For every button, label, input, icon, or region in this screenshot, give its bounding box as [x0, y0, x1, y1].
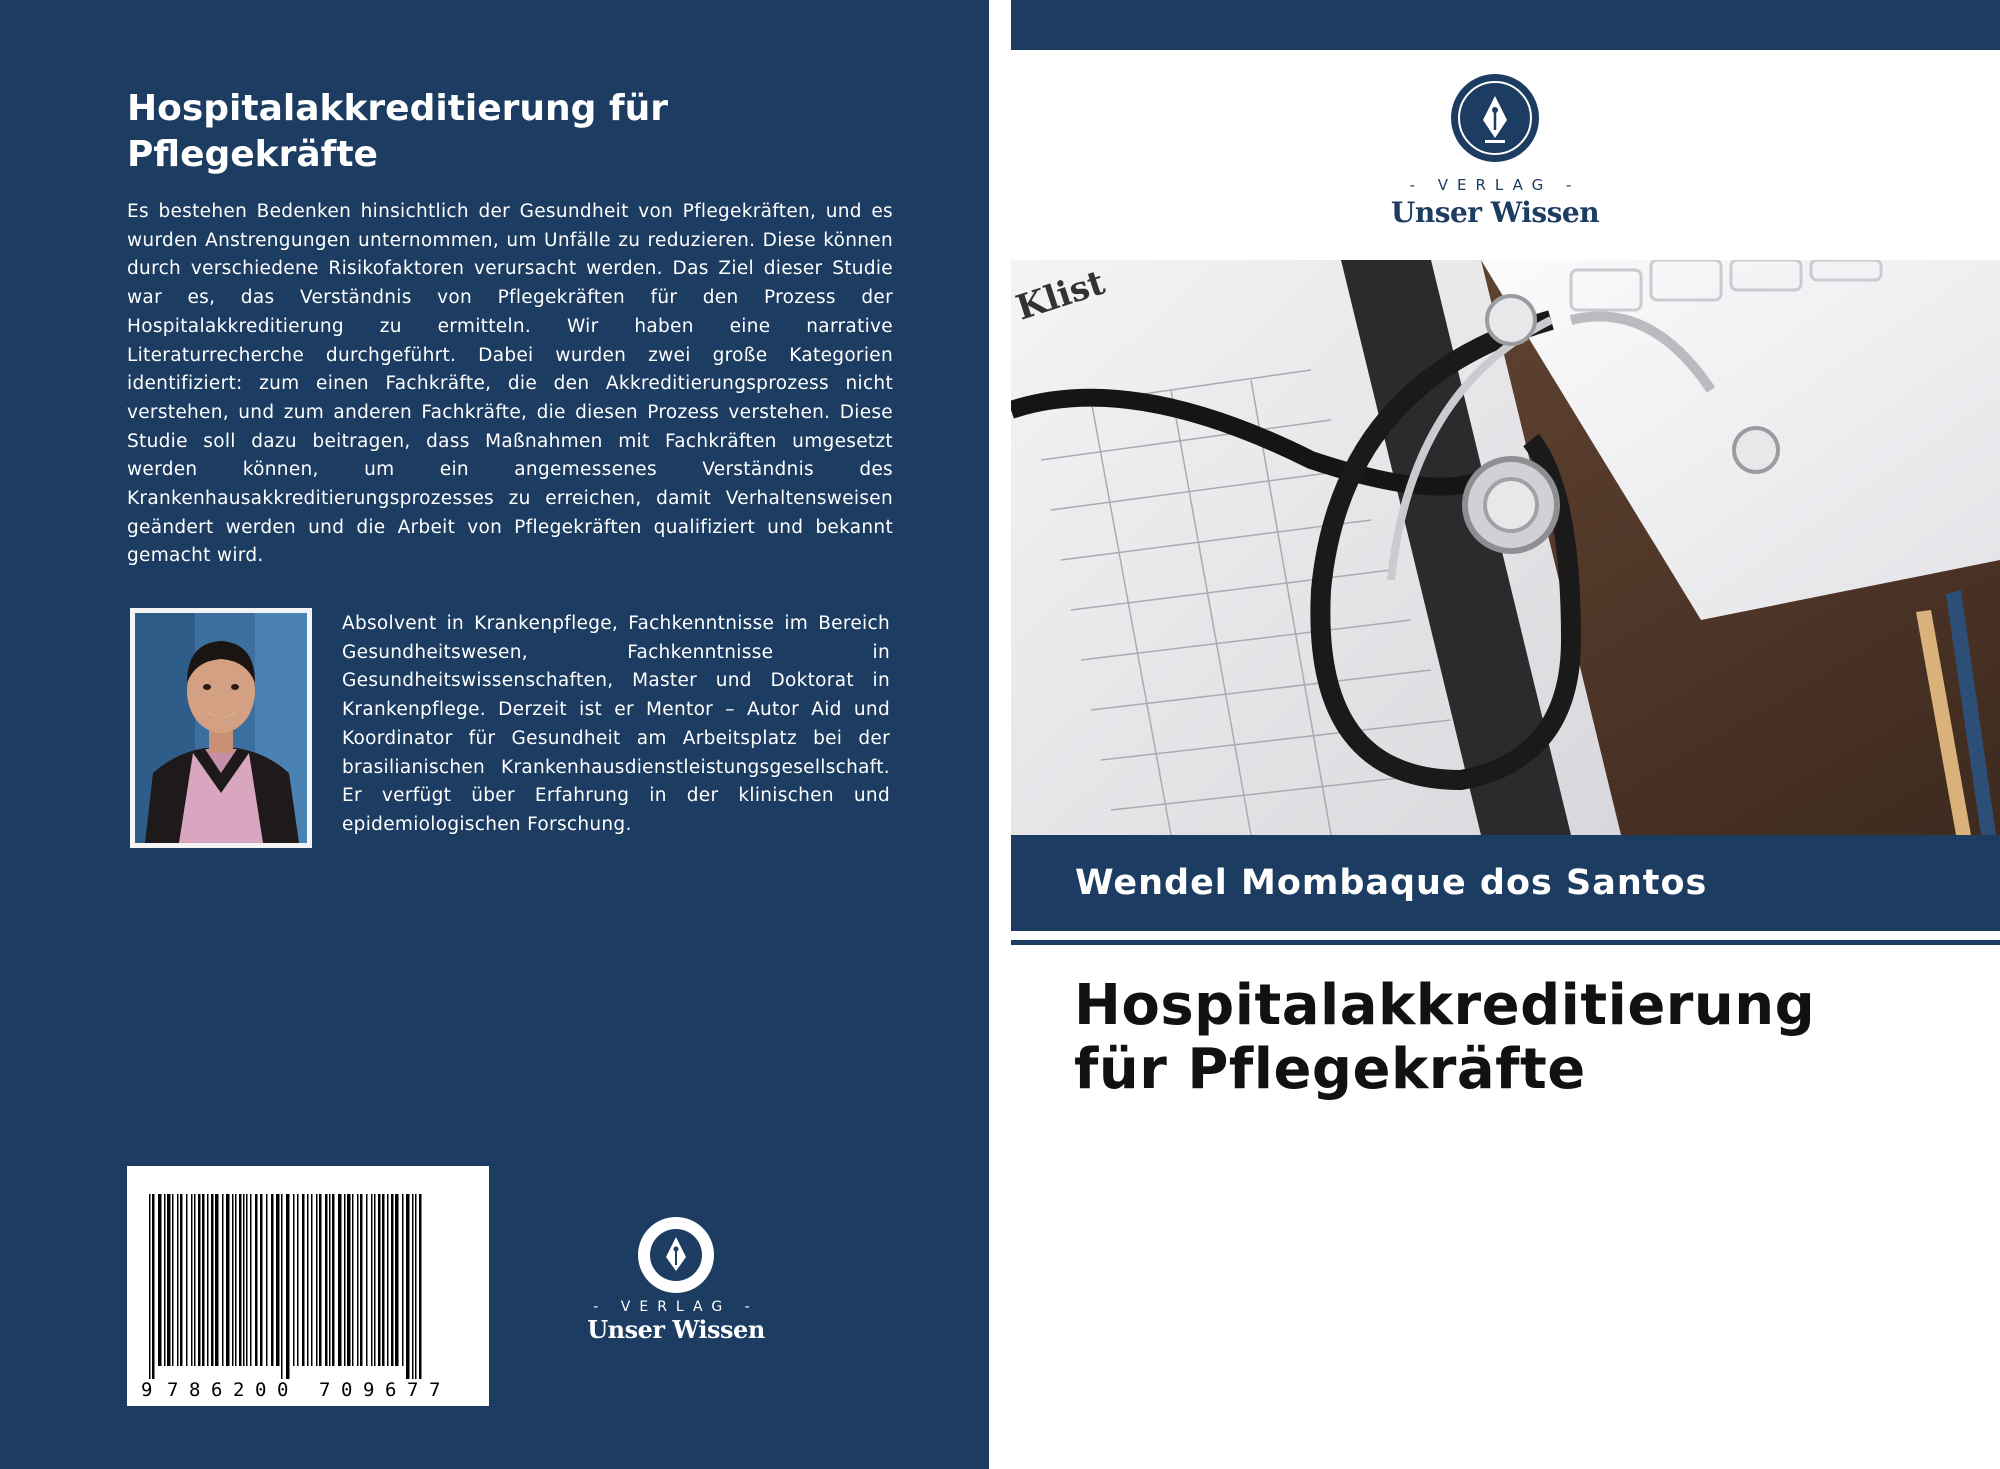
- barcode-bar: [215, 1194, 219, 1366]
- author-name: Wendel Mombaque dos Santos: [1075, 863, 1708, 903]
- barcode-digit: 7: [429, 1379, 441, 1401]
- barcode-bar: [286, 1194, 290, 1379]
- barcode-bar: [378, 1194, 381, 1366]
- front-logo-verlag: - VERLAG -: [1409, 176, 1581, 194]
- barcode-bar: [387, 1194, 389, 1366]
- back-logo-name: Unser Wissen: [587, 1315, 765, 1344]
- barcode-bar: [211, 1194, 214, 1366]
- barcode-digit: 0: [255, 1379, 267, 1401]
- spine: [989, 0, 1011, 1469]
- barcode-bar: [226, 1194, 230, 1366]
- barcode-bar: [319, 1194, 322, 1366]
- abstract-text: Es bestehen Bedenken hinsichtlich der Gesundheit von Pflegekräften, und es wurden Anstrengungen unternommen, um Unfälle zu reduzieren. Diese können durch verschiedene Risikofaktoren verursacht werden. Das Ziel dieser Studie war es, das Verständnis von Pflegekräften für den Prozess der Hospitalakkreditierung zu ermitteln. Wir haben eine narrative Literaturrecherche durchgeführt. Dabei wurden zwei große Kategorien identifiziert: zum einen Fachkräfte, die den Akkreditierungsprozess nicht verstehen, und zum anderen Fachkräfte, die diesen Prozess verstehen. Diese Studie soll dazu beitragen, dass Maßnahmen mit Fachkräften umgesetzt werden können, um ein angemessenes Verständnis des Krankenhausakkreditierungsprozesses zu erreichen, damit Verhaltensweisen geändert werden und die Arbeit von Pflegekräften qualifiziert und bekannt gemacht wird.: [127, 201, 893, 567]
- barcode-bar: [297, 1194, 299, 1366]
- barcode-bar: [239, 1194, 242, 1366]
- barcode-digit: 7: [407, 1379, 419, 1401]
- barcode-bar: [158, 1194, 162, 1366]
- front-logo-name: Unser Wissen: [1390, 196, 1600, 229]
- front-cover-title: [1074, 974, 1954, 1102]
- barcode-bar: [293, 1194, 295, 1366]
- barcode-digit: 6: [385, 1379, 397, 1401]
- barcode-digit: 7: [319, 1379, 331, 1401]
- barcode-bar: [307, 1194, 309, 1366]
- isbn-barcode: [127, 1166, 489, 1406]
- barcode-bar: [391, 1194, 394, 1366]
- barcode-digit: 9: [141, 1379, 153, 1401]
- back-cover: [0, 0, 989, 1469]
- barcode-bar: [366, 1194, 368, 1366]
- barcode-bar: [177, 1194, 179, 1366]
- barcode-bar: [202, 1194, 205, 1366]
- barcode-bar: [281, 1194, 283, 1379]
- barcode-bar: [406, 1194, 410, 1379]
- back-cover-title: [127, 86, 867, 178]
- barcode-bar: [222, 1194, 224, 1366]
- barcode-bar: [194, 1194, 196, 1366]
- author-band: [1011, 835, 2000, 931]
- barcode-bar: [360, 1194, 363, 1366]
- pen-nib-seal-icon: [636, 1215, 716, 1295]
- barcode-bar: [374, 1194, 376, 1366]
- back-title-line2: Pflegekräfte: [127, 134, 378, 175]
- barcode-bar: [235, 1194, 237, 1366]
- front-top-bar: [1011, 0, 2000, 50]
- barcode-digit: 8: [189, 1379, 201, 1401]
- barcode-bar: [412, 1194, 414, 1379]
- barcode-digit: 2: [233, 1379, 245, 1401]
- author-portrait-image: [135, 613, 307, 843]
- barcode-bar: [276, 1194, 280, 1366]
- back-title-line1: Hospitalakkreditierung für: [127, 88, 669, 129]
- barcode-bar: [344, 1194, 346, 1366]
- barcode-bar: [149, 1194, 151, 1379]
- barcode-bar: [243, 1194, 245, 1366]
- barcode-bar: [250, 1194, 252, 1366]
- barcode-bar: [338, 1194, 342, 1366]
- divider-rule: [1011, 940, 2000, 945]
- author-photo: [130, 608, 312, 848]
- pen-nib-seal-icon: [1449, 72, 1541, 164]
- front-title-line2: für Pflegekräfte: [1074, 1037, 1586, 1102]
- barcode-bar: [415, 1194, 417, 1379]
- front-title-line1: Hospitalakkreditierung: [1074, 973, 1816, 1038]
- barcode-digit: 6: [211, 1379, 223, 1401]
- barcode-digit: 0: [277, 1379, 289, 1401]
- barcode-bar: [260, 1194, 263, 1366]
- author-bio-text: Absolvent in Krankenpflege, Fachkenntnisse im Bereich Gesundheitswesen, Fachkenntnisse in Gesundheitswissenschaften, Master und Doktorat in Krankenpflege. Derzeit ist er Mentor – Autor Aid und Koordinator für Gesundheit am Arbeitsplatz bei der brasilianischen Krankenhausdienstleistungsgesellschaft. Er verfügt über Erfahrung in der klinischen und epidemiologischen Forschung.: [342, 613, 890, 835]
- barcode-bar: [152, 1194, 155, 1379]
- barcode-graphic: [127, 1166, 489, 1406]
- barcode-bar: [180, 1194, 183, 1366]
- barcode-bar: [402, 1194, 404, 1366]
- barcode-bar: [316, 1194, 318, 1366]
- barcode-bar: [255, 1194, 258, 1366]
- barcode-bar: [311, 1194, 313, 1366]
- barcode-bar: [232, 1194, 234, 1366]
- back-publisher-logo: [566, 1215, 786, 1345]
- barcode-bar: [329, 1194, 331, 1366]
- cover-image-text: Klist: [1011, 262, 1110, 329]
- barcode-bar: [191, 1194, 193, 1366]
- barcode-bar: [352, 1194, 354, 1366]
- barcode-bar: [371, 1194, 373, 1366]
- barcode-bar: [332, 1194, 335, 1366]
- barcode-digit: 9: [363, 1379, 375, 1401]
- barcode-bar: [246, 1194, 248, 1366]
- barcode-bar: [167, 1194, 171, 1366]
- barcode-bar: [271, 1194, 274, 1366]
- barcode-bar: [325, 1194, 328, 1366]
- barcode-bar: [302, 1194, 305, 1366]
- barcode-digit: 0: [341, 1379, 353, 1401]
- barcode-bar: [172, 1194, 174, 1366]
- barcode-bar: [419, 1194, 422, 1379]
- barcode-bar: [357, 1194, 359, 1366]
- front-publisher-logo: [1380, 72, 1610, 232]
- barcode-bar: [395, 1194, 399, 1366]
- barcode-bar: [207, 1194, 209, 1366]
- barcode-bar: [198, 1194, 201, 1366]
- barcode-bar: [164, 1194, 166, 1366]
- cover-photo-stethoscope: [1011, 260, 2000, 835]
- back-logo-verlag: - VERLAG -: [593, 1299, 759, 1315]
- barcode-bar: [186, 1194, 188, 1366]
- barcode-bar: [347, 1194, 351, 1366]
- barcode-bar: [266, 1194, 268, 1366]
- stethoscope-image: [1011, 260, 2000, 835]
- barcode-digit: 7: [167, 1379, 179, 1401]
- barcode-bar: [382, 1194, 385, 1366]
